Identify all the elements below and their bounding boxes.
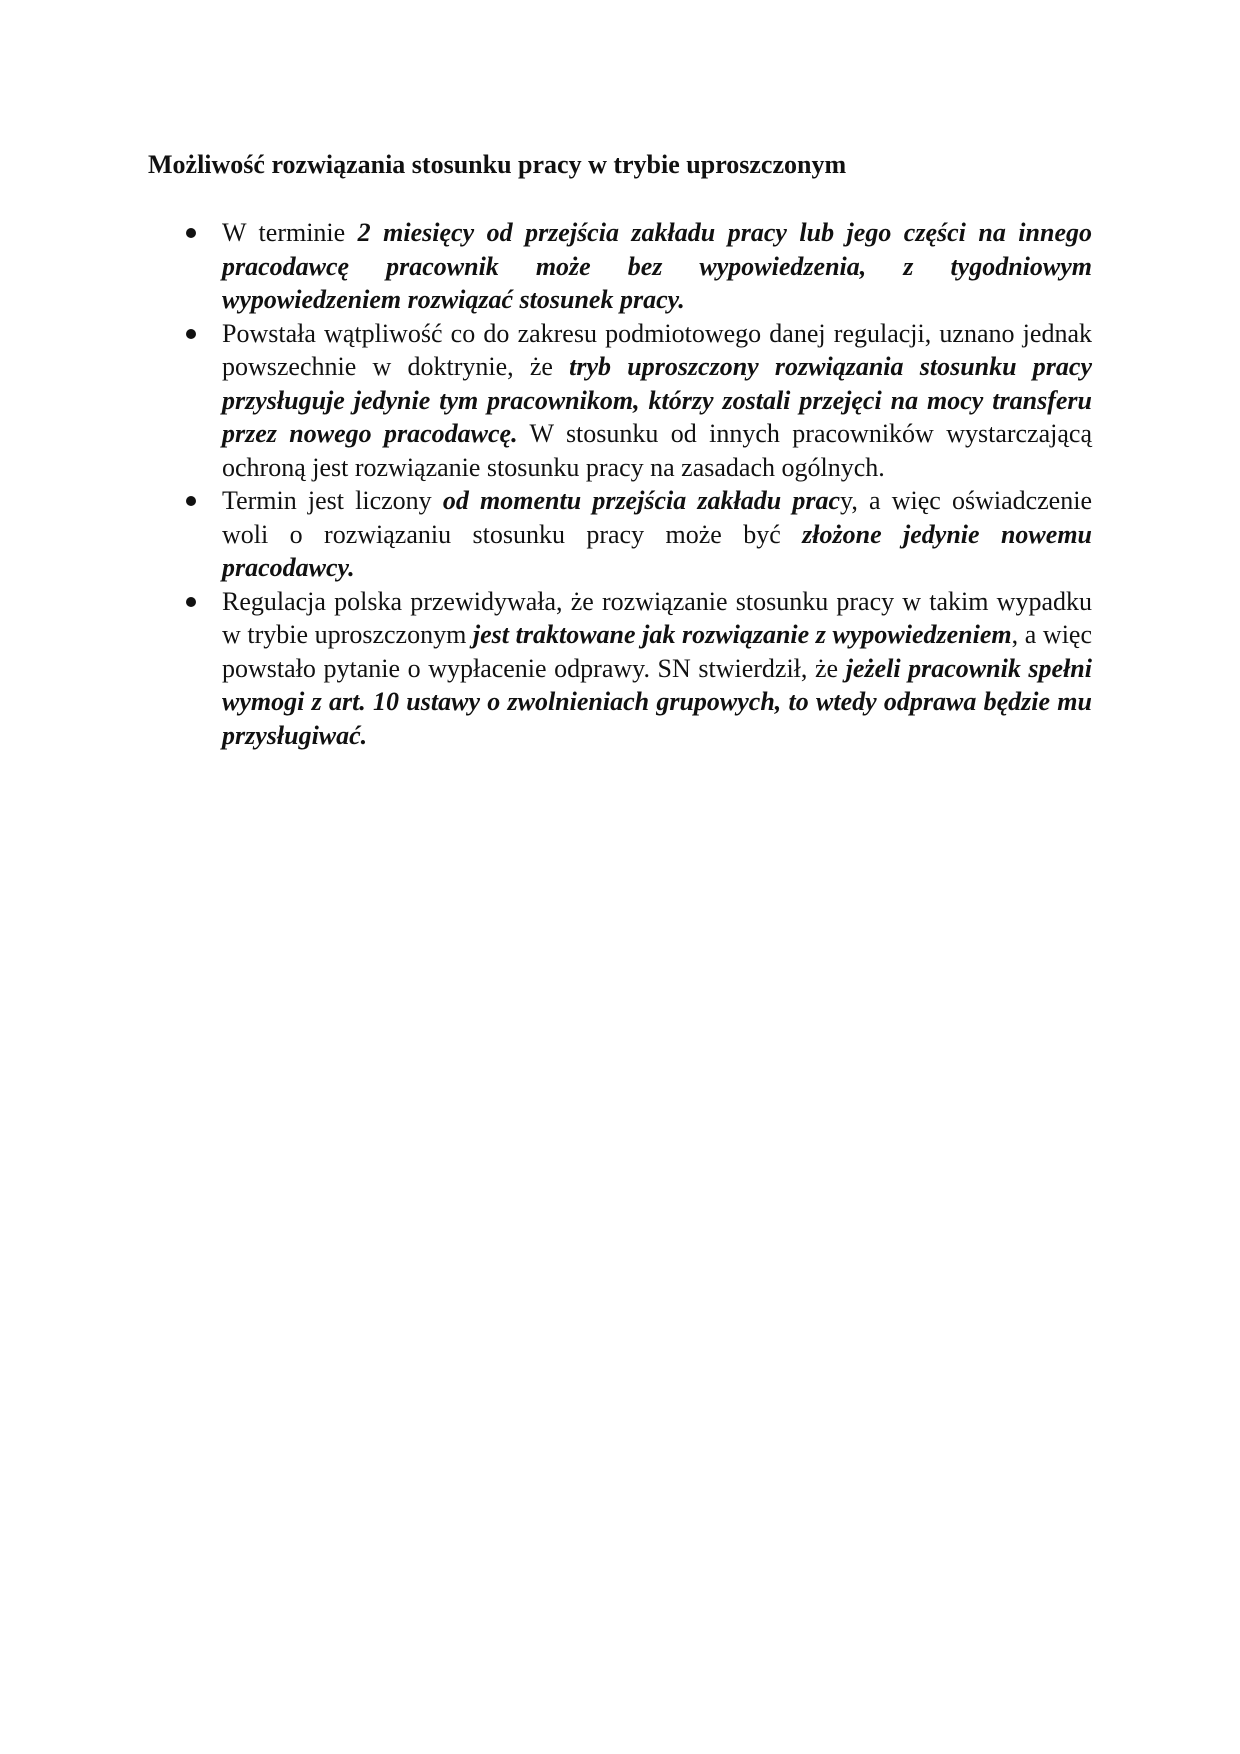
bullet-item-3 — [222, 484, 1092, 585]
document-title: Możliwość rozwiązania stosunku pracy w trybie uproszczonym — [148, 150, 847, 179]
bullet-3-emphasis-2: złożone jedynie nowemu pracodawcy. — [222, 519, 1093, 582]
bullet-list — [222, 216, 1092, 752]
bullet-dot-icon — [186, 597, 196, 607]
bullet-1-text-1: W terminie — [222, 218, 358, 247]
bullet-dot-icon — [186, 228, 196, 238]
bullet-dot-icon — [186, 496, 196, 506]
bullet-3-text-1: Termin jest liczony — [222, 486, 443, 515]
bullet-3-emphasis-1: od momentu przejścia zakładu prac — [442, 486, 841, 515]
bullet-2-text-1: Powstała wątpliwość co do zakresu podmiotowego danej regulacji, uznano jednak powszechnie w doktrynie, że — [222, 318, 1092, 381]
bullet-3-text-2: y, a więc oświadczenie woli o rozwiązaniu stosunku pracy może być — [222, 486, 1092, 549]
bullet-item-2 — [222, 317, 1092, 485]
bullet-4-text-2: , a więc powstało pytanie o wypłacenie odprawy. SN stwierdził, że — [222, 620, 1093, 683]
bullet-4-emphasis-2: jeżeli pracownik spełni wymogi z art. 10 ustawy o zwolnieniach grupowych, to wtedy odprawa będzie mu przysługiwać. — [222, 653, 1092, 750]
bullet-1-emphasis-1: 2 miesięcy od przejścia zakładu pracy lub jego części na innego pracodawcę pracownik może bez wypowiedzenia, z tygodniowym wypowiedzeniem rozwiązać stosunek pracy. — [222, 218, 1092, 314]
bullet-item-1 — [222, 216, 1092, 317]
bullet-item-4 — [222, 585, 1092, 753]
bullet-4-text-1: Regulacja polska przewidywała, że rozwiązanie stosunku pracy w takim wypadku w trybie uproszczonym — [222, 586, 1092, 649]
bullet-4-emphasis-1: jest traktowane jak rozwiązanie z wypowiedzeniem — [472, 620, 1012, 649]
bullet-2-emphasis-1: tryb uproszczony rozwiązania stosunku pracy przysługuje jedynie tym pracownikom, którzy zostali przejęci na mocy transferu przez nowego pracodawcę. — [222, 352, 1092, 448]
bullet-2-text-2: W stosunku od innych pracowników wystarczającą ochroną jest rozwiązanie stosunku pracy na zasadach ogólnych. — [222, 419, 1092, 482]
bullet-dot-icon — [186, 329, 196, 339]
